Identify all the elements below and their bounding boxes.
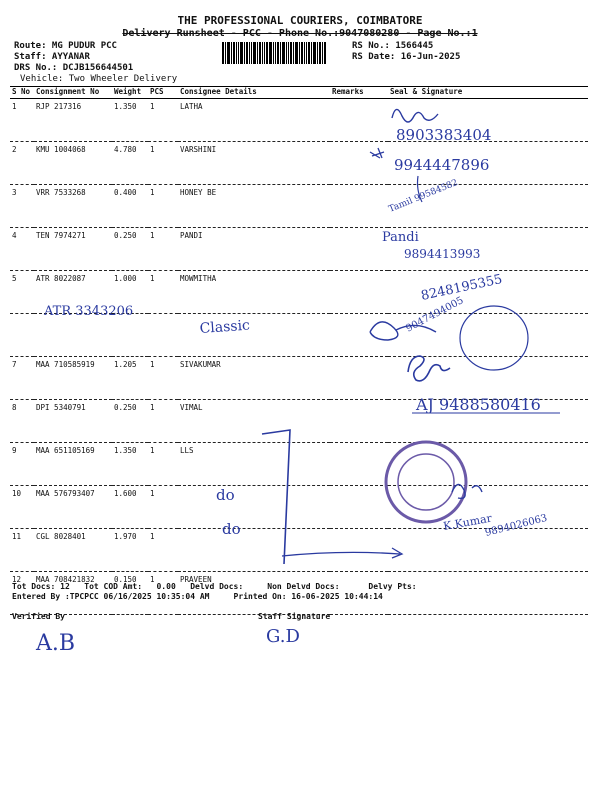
- row-sno: 8: [10, 400, 34, 443]
- row-weight: 1.600: [112, 486, 148, 529]
- rs-date: RS Date: 16-Jun-2025: [352, 52, 461, 62]
- ditto-row11: do: [222, 520, 241, 538]
- rs-number: RS No.: 1566445: [352, 41, 434, 51]
- row-weight: 1.000: [112, 271, 148, 314]
- row-weight: 0.150: [112, 572, 148, 615]
- vehicle-label: Vehicle: Two Wheeler Delivery: [20, 74, 178, 84]
- col-seal-signature: Seal & Signature: [388, 87, 588, 99]
- col-consignee: Consignee Details: [178, 87, 330, 99]
- row-weight: 1.970: [112, 529, 148, 572]
- row-consignee: MOWMITHA: [178, 271, 330, 314]
- row-consignee: LLS: [178, 443, 330, 486]
- document-title: THE PROFESSIONAL COURIERS, COIMBATORE: [177, 14, 423, 27]
- row-consignee: PRAVEEN: [178, 572, 330, 615]
- drs-number: DRS No.: DCJB156644501: [14, 63, 134, 73]
- row-consignee: VIMAL: [178, 400, 330, 443]
- phone-row8: AJ 9488580416: [416, 395, 541, 414]
- row-consignee: SIVAKUMAR: [178, 357, 330, 400]
- signature-row2: [370, 148, 384, 158]
- row-consignment: CGL 8028401: [34, 529, 112, 572]
- row-pcs: 1: [148, 443, 178, 486]
- row-pcs: 1: [148, 400, 178, 443]
- row-pcs: 1: [148, 142, 178, 185]
- totals-line: Tot Docs: 12 Tot COD Amt: 0.00 Delvd Docs: Non Delvd Docs: Delvy Pts:: [12, 582, 417, 591]
- row-sno: 11: [10, 529, 34, 572]
- staff-label: Staff: AYYANAR: [14, 52, 90, 62]
- row-weight: 4.780: [112, 142, 148, 185]
- note-row6: ATR 3343206: [44, 304, 134, 319]
- row-sno: 3: [10, 185, 34, 228]
- signature-row7: [408, 356, 450, 381]
- row-consignment: VRR 7533268: [34, 185, 112, 228]
- row-sno: 2: [10, 142, 34, 185]
- row-weight: 0.400: [112, 185, 148, 228]
- verified-signature: A.B: [36, 631, 76, 656]
- stamp-circle-row6: [460, 306, 528, 370]
- row-consignee: VARSHINI: [178, 142, 330, 185]
- ditto-row10: do: [216, 486, 235, 504]
- signature-row11: K.Kumar: [442, 511, 493, 533]
- arrow-row12: [282, 548, 402, 558]
- note-row3: Tamil 99584582: [387, 177, 460, 215]
- phone-row11: 9894026063: [484, 512, 549, 539]
- row-consignee: LATHA: [178, 99, 330, 142]
- row-consignment: MAA 651105169: [34, 443, 112, 486]
- row-consignment: RJP 217316: [34, 99, 112, 142]
- row-weight: 1.350: [112, 443, 148, 486]
- row-sno: 4: [10, 228, 34, 271]
- name-row6: Classic: [199, 317, 251, 337]
- ditto-bracket: [262, 430, 290, 564]
- row-consignment: TEN 7974271: [34, 228, 112, 271]
- phone-row2: 9944447896: [394, 156, 490, 174]
- row-pcs: 1: [148, 99, 178, 142]
- row-consignment: MAA 710585919: [34, 357, 112, 400]
- row-weight: 1.205: [112, 357, 148, 400]
- row-pcs: 1: [148, 357, 178, 400]
- col-weight: Weight: [112, 87, 148, 99]
- col-sno: S No: [10, 87, 34, 99]
- row-sno: 1: [10, 99, 34, 142]
- col-consignment: Consignment No: [34, 87, 112, 99]
- entered-by-line: Entered By :TPCPCC 06/16/2025 10:35:04 AM Printed On: 16-06-2025 10:44:14: [12, 592, 383, 601]
- verified-by-label: Verified By: [12, 612, 65, 621]
- row-sno: 10: [10, 486, 34, 529]
- route-label: Route: MG PUDUR PCC: [14, 41, 117, 51]
- phone-row1: 8903383404: [396, 126, 492, 144]
- row-pcs: 1: [148, 529, 178, 572]
- row-pcs: 1: [148, 228, 178, 271]
- row-consignment: MAA 708421832: [34, 572, 112, 615]
- row-sno: 5: [10, 271, 34, 314]
- phone-row5: 8248195355: [419, 272, 504, 304]
- row-weight: 0.250: [112, 228, 148, 271]
- staff-signature: G.D: [266, 626, 300, 647]
- staff-signature-label: Staff Signature: [258, 612, 331, 621]
- row-pcs: 1: [148, 572, 178, 615]
- runsheet-subtitle: Delivery Runsheet - PCC - Phone No.:9047080280 - Page No.:1: [122, 28, 478, 39]
- row-consignment: KMU 1004068: [34, 142, 112, 185]
- row-consignment: ATR 8022087: [34, 271, 112, 314]
- signature-row4: Pandi: [382, 230, 419, 245]
- row-sno: 12: [10, 572, 34, 615]
- row-sno: 9: [10, 443, 34, 486]
- row-sno: 7: [10, 357, 34, 400]
- row-pcs: 1: [148, 185, 178, 228]
- company-stamp-inner: [398, 454, 454, 510]
- signature-row1: [392, 109, 438, 122]
- col-remarks: Remarks: [330, 87, 388, 99]
- row-weight: 0.250: [112, 400, 148, 443]
- row-consignment: DPI 5340791: [34, 400, 112, 443]
- row-weight: 1.350: [112, 99, 148, 142]
- row-consignee: HONEY BE: [178, 185, 330, 228]
- phone-row4: 9894413993: [404, 247, 481, 261]
- row-pcs: 1: [148, 271, 178, 314]
- phone-row6: 9047494005: [404, 295, 466, 335]
- row-consignee: PANDI: [178, 228, 330, 271]
- row-pcs: 1: [148, 486, 178, 529]
- col-pcs: PCS: [148, 87, 178, 99]
- row-consignment: MAA 576793407: [34, 486, 112, 529]
